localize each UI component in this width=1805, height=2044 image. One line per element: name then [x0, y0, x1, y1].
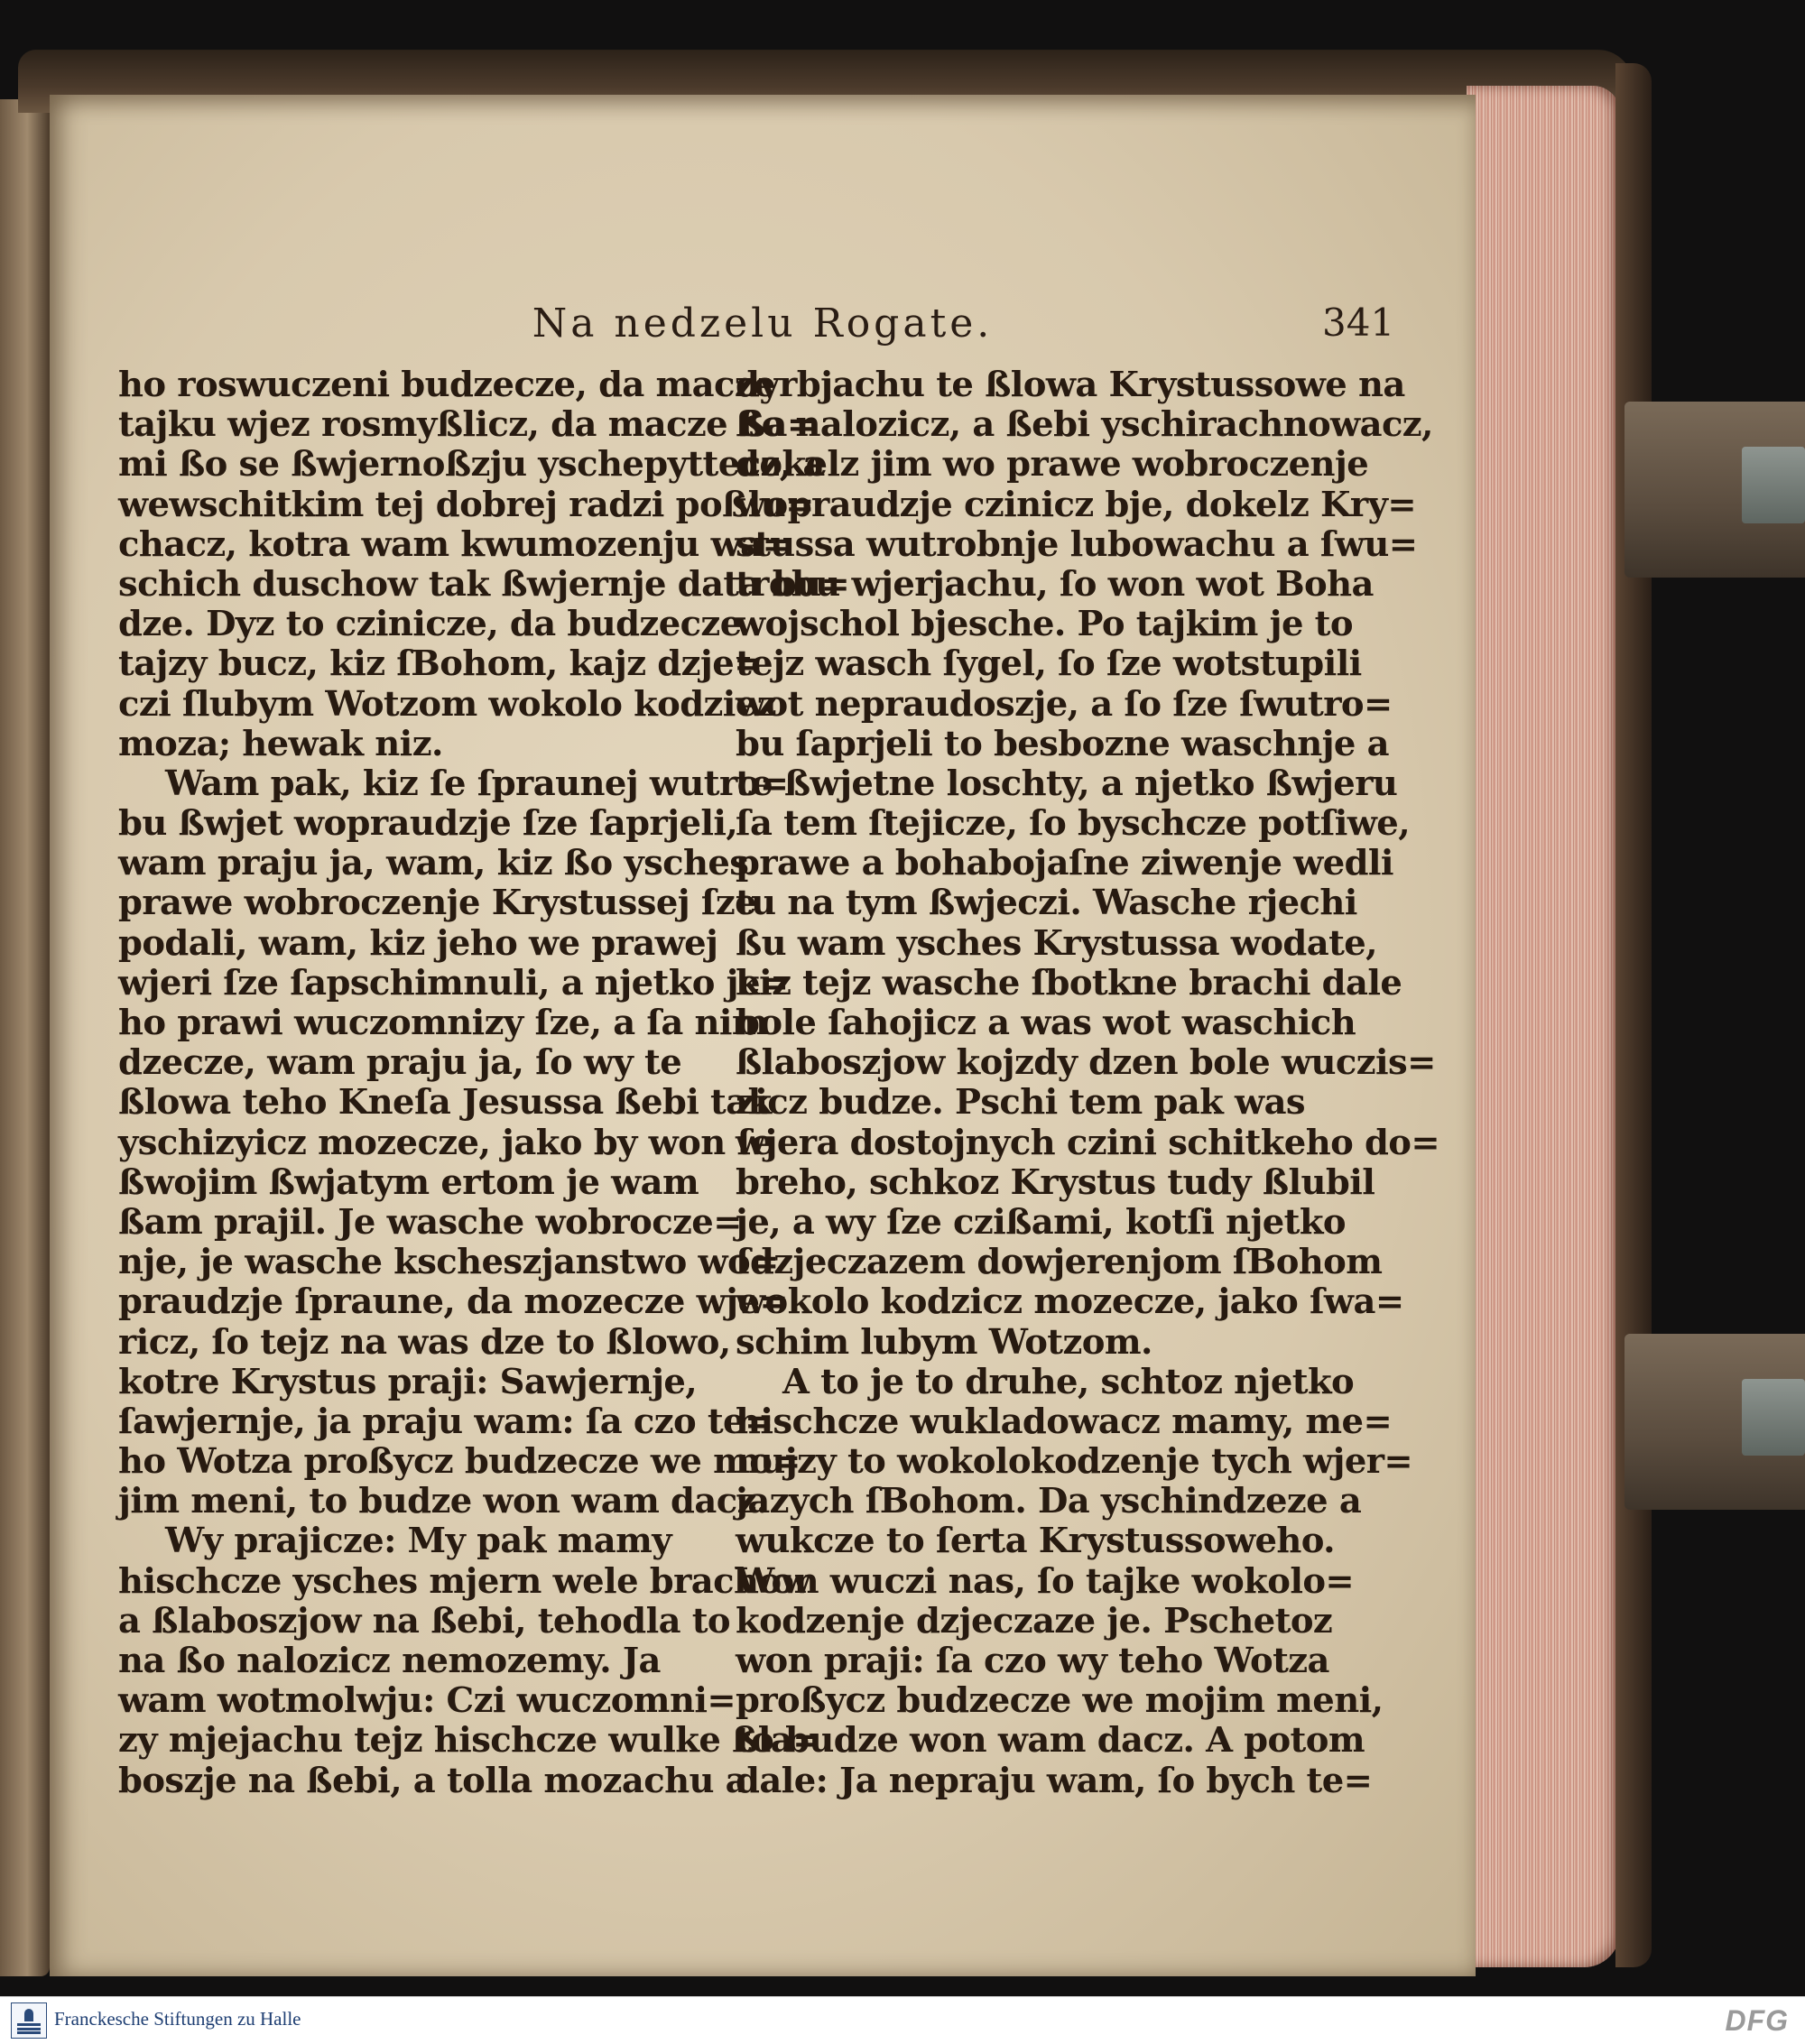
institution-name[interactable]: Franckesche Stiftungen zu Halle: [54, 2008, 301, 2030]
text-line: prawe wobroczenje Krystussej ſze: [118, 883, 756, 924]
text-line: wam praju ja, wam, kiz ßo ysches: [118, 843, 749, 884]
text-line: bu ſaprjeli to besbozne waschnje a: [736, 723, 1389, 764]
text-line: ßu wam ysches Krystussa wodate,: [736, 922, 1377, 964]
text-line: ho Wotza proßycz budzecze we mo=: [118, 1441, 801, 1483]
text-line: kodzenje dzjeczaze je. Pschetoz: [736, 1600, 1333, 1642]
text-line: ricz, ſo tejz na was dze to ßlowo,: [118, 1321, 731, 1363]
page-edges: [1467, 86, 1620, 1967]
text-line: kiz tejz wasche ſbotkne brachi dale: [736, 962, 1402, 1004]
text-line: won praji: ſa czo wy teho Wotza: [736, 1641, 1329, 1681]
text-line: wokolo kodzicz mozecze, jako ſwa=: [736, 1281, 1404, 1323]
text-line: jim meni, to budze won wam dacz.: [118, 1481, 768, 1522]
clasp-plate: [1742, 1379, 1805, 1456]
text-line: wojschol bjesche. Po tajkim je to: [736, 604, 1353, 645]
book-cover-right: [1615, 63, 1652, 1967]
text-line: hischcze wukladowacz mamy, me=: [736, 1401, 1393, 1442]
text-line: tu na tym ßwjeczi. Wasche rjechi: [736, 883, 1357, 924]
foundation-logo-icon[interactable]: [11, 2002, 47, 2039]
running-head: Na nedzelu Rogate.: [532, 301, 994, 347]
text-line: ſawjernje, ja praju wam: ſa czo te=: [118, 1401, 773, 1442]
text-line: ſa tem ſtejicze, ſo byschcze potſiwe,: [736, 803, 1410, 845]
text-line: Won wuczi nas, ſo tajke wokolo=: [736, 1560, 1355, 1602]
text-line: ßlaboszjow kojzdy dzen bole wuczis=: [736, 1042, 1436, 1084]
page-number: 341: [1322, 301, 1395, 345]
text-line: praudzje ſpraune, da mozecze wje=: [118, 1281, 789, 1323]
text-line: zy mjejachu tejz hischcze wulke ßla=: [118, 1720, 821, 1762]
previous-page-edge: [0, 99, 50, 1976]
text-line: tajzy bucz, kiz ſBohom, kajz dzje=: [118, 643, 763, 685]
text-line: boszje na ßebi, a tolla mozachu a: [118, 1760, 748, 1801]
text-line: podali, wam, kiz jeho we prawej: [118, 922, 718, 964]
text-line: Wy prajicze: My pak mamy: [165, 1521, 672, 1562]
text-line: jazych ſBohom. Da yschindzeze a: [736, 1481, 1362, 1522]
text-line: nujzy to wokolokodzenje tych wjer=: [736, 1441, 1413, 1483]
text-line: ßo nalozicz, a ßebi yschirachnowacz,: [736, 404, 1433, 446]
lower-clasp: [1624, 1334, 1805, 1510]
text-line: dale: Ja nepraju wam, ſo bych te=: [736, 1760, 1373, 1801]
text-line: ßlowa teho Kneſa Jesussa ßebi tak: [118, 1082, 772, 1124]
text-line: nje, je wasche kscheszjanstwo wo=: [118, 1242, 779, 1283]
book-page: [50, 95, 1476, 1976]
text-line: na ßo nalozicz nemozemy. Ja: [118, 1641, 661, 1681]
text-line: tajku wjez rosmyßlicz, da macze ßa=: [118, 404, 816, 446]
viewer-footer: [0, 1996, 1805, 2044]
text-line: dzecze, wam praju ja, ſo wy te: [118, 1042, 682, 1084]
text-line: je, a wy ſze czißami, kotſi njetko: [736, 1201, 1347, 1243]
text-line: stussa wutrobnje lubowachu a ſwu=: [736, 523, 1418, 565]
text-line: dze. Dyz to czinicze, da budzecze: [118, 604, 742, 645]
text-line: zicz budze. Pschi tem pak was: [736, 1082, 1306, 1124]
right-text-column: [736, 365, 1440, 1801]
text-line: yschizyicz mozecze, jako by won ſe: [118, 1122, 773, 1163]
text-line: mi ßo se ßwjernoßzju yschepyttecz, a: [118, 444, 825, 486]
text-line: dokelz jim wo prawe wobroczenje: [736, 444, 1369, 486]
text-line: czi ſlubym Wotzom wokolo kodziez: [118, 683, 776, 725]
text-line: moza; hewak niz.: [118, 723, 443, 764]
text-line: hischcze ysches mjern wele brachow: [118, 1560, 810, 1602]
clasp-plate: [1742, 447, 1805, 523]
dfg-logo: DFG: [1725, 2004, 1789, 2037]
text-line: ßam prajil. Je wasche wobrocze=: [118, 1201, 742, 1243]
text-line: bole ſahojicz a was wot waschich: [736, 1003, 1356, 1043]
text-line: ho prawi wuczomnizy ſze, a ſa nim: [118, 1003, 769, 1043]
text-line: A to je to druhe, schtoz njetko: [782, 1361, 1355, 1402]
text-line: Wam pak, kiz ſe ſpraunej wutro=: [165, 763, 789, 804]
text-line: wjera dostojnych czini schitkeho do=: [736, 1122, 1440, 1163]
text-line: wopraudzje czinicz bje, dokelz Kry=: [736, 484, 1417, 525]
text-line: schich duschow tak ßwjernje data bu=: [118, 563, 850, 605]
text-line: dyrbjachu te ßlowa Krystussowe na: [736, 365, 1405, 405]
text-line: tejz wasch ſygel, ſo ſze wotstupili: [736, 643, 1362, 685]
text-line: bu ßwjet wopraudzje ſze ſaprjeli,: [118, 803, 738, 845]
text-line: prawe a bohabojaſne ziwenje wedli: [736, 843, 1393, 884]
text-line: proßycz budzecze we mojim meni,: [736, 1680, 1384, 1722]
left-text-column: [118, 365, 850, 1801]
text-line: ßwojim ßwjatym ertom je wam: [118, 1161, 699, 1203]
text-line: schim lubym Wotzom.: [736, 1321, 1152, 1363]
text-line: a ßlaboszjow na ßebi, tehodla to: [118, 1600, 731, 1642]
text-line: te ßwjetne loschty, a njetko ßwjeru: [736, 763, 1398, 804]
text-line: breho, schkoz Krystus tudy ßlubil: [736, 1161, 1375, 1203]
text-line: ſdzjeczazem dowjerenjom ſBohom: [736, 1242, 1383, 1283]
text-line: ho roswuczeni budzecze, da macze: [118, 365, 776, 405]
upper-clasp: [1624, 402, 1805, 578]
text-line: chacz, kotra wam kwumozenju wa=: [118, 523, 791, 565]
text-line: kotre Krystus praji: Sawjernje,: [118, 1361, 698, 1402]
text-line: wot nepraudoszje, a ſo ſze ſwutro=: [736, 683, 1393, 725]
text-line: wam wotmolwju: Czi wuczomni=: [118, 1680, 736, 1722]
text-line: trobu wjerjachu, ſo won wot Boha: [736, 563, 1374, 605]
text-line: wukcze to ſerta Krystussoweho.: [736, 1521, 1335, 1562]
text-line: to budze won wam dacz. A potom: [736, 1720, 1365, 1762]
text-line: wewschitkim tej dobrej radzi poßlu=: [118, 484, 814, 525]
text-line: wjeri ſze ſapschimnuli, a njetko je=: [118, 962, 789, 1004]
